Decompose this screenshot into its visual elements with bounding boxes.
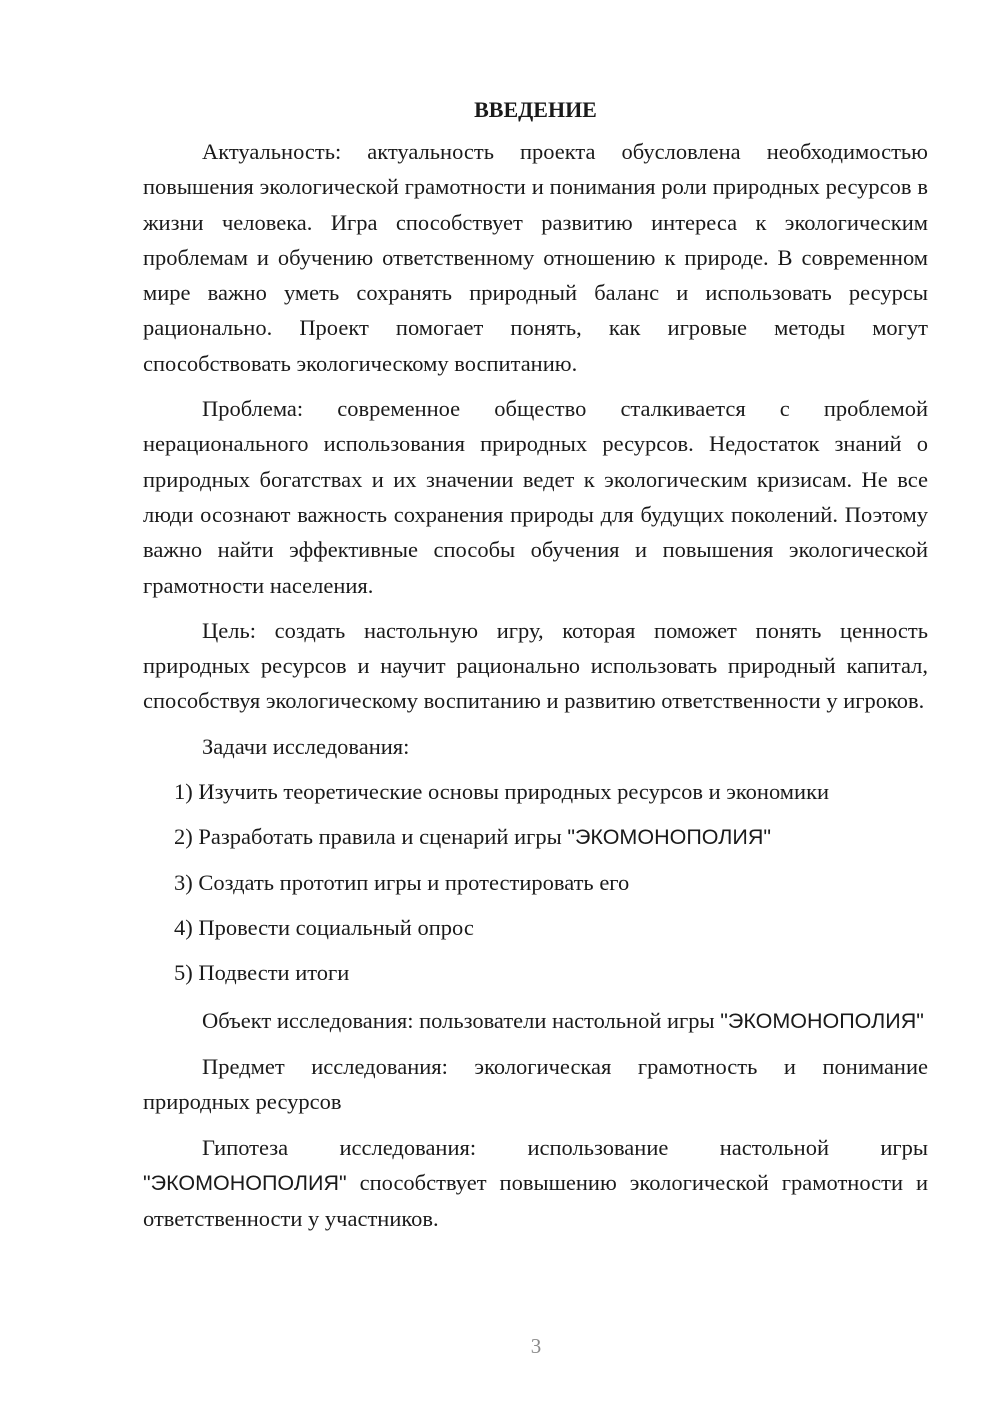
goal-paragraph: Цель: создать настольную игру, которая поможет понять ценность природных ресурсов и научит рационально использовать природный капитал, способствуя экологическому воспитанию и развитию ответственности у игроков. (143, 617, 928, 714)
task-number: 3) (174, 870, 193, 896)
tasks-list (143, 774, 928, 991)
game-name: "ЭКОМОНОПОЛИЯ" (143, 1170, 347, 1195)
page-number: 3 (530, 1334, 542, 1358)
task-text: Изучить теоретические основы природных ресурсов и экономики (198, 779, 830, 805)
list-item (143, 865, 928, 900)
problem-paragraph: Проблема: современное общество сталкивается с проблемой нерационального использования природных ресурсов. Недостаток знаний о природных богатствах и их значении ведет к экологическим кризисам. Не все люди осознают важность сохранения природы для будущих поколений. Поэтому важно найти эффективные способы обучения и повышения экологической грамотности населения. (143, 396, 928, 598)
task-text: Разработать правила и сценарий игры (198, 824, 562, 850)
task-number: 1) (174, 779, 193, 805)
list-item (143, 955, 928, 990)
relevance-paragraph: Актуальность: актуальность проекта обусловлена необходимостью повышения экологической грамотности и понимания роли природных ресурсов в жизни человека. Игра способствует развитию интереса к экологическим проблемам и обучению ответственному отношению к природе. В современном мире важно уметь сохранять природный баланс и использовать ресурсы рационально. Проект помогает понять, как игровые методы могут способствовать экологическому воспитанию. (143, 139, 928, 376)
object-paragraph (143, 1003, 928, 1039)
task-text: Провести социальный опрос (198, 915, 474, 941)
tasks-heading: Задачи исследования: (202, 733, 410, 759)
hypothesis-text: Гипотеза исследования: использование настольной игры (202, 1134, 928, 1160)
hypothesis-rest: способствует повышению экологической грамотности и ответственности у участников. (143, 1169, 928, 1232)
hypothesis-paragraph (143, 1130, 928, 1237)
list-item (143, 774, 928, 809)
page-content (143, 92, 928, 1247)
list-item (143, 910, 928, 945)
subject-paragraph: Предмет исследования: экологическая грамотность и понимание природных ресурсов (143, 1054, 928, 1115)
task-text: Создать прототип игры и протестировать его (198, 870, 630, 896)
task-text: Подвести итоги (198, 960, 350, 986)
task-number: 5) (174, 960, 193, 986)
task-number: 4) (174, 915, 193, 941)
section-heading: ВВЕДЕНИЕ (474, 97, 597, 122)
game-name: "ЭКОМОНОПОЛИЯ" (720, 1008, 924, 1033)
object-text: Объект исследования: пользователи настольной игры (202, 1007, 715, 1033)
game-name: "ЭКОМОНОПОЛИЯ" (567, 825, 771, 850)
list-item (143, 819, 928, 855)
task-number: 2) (174, 824, 193, 850)
